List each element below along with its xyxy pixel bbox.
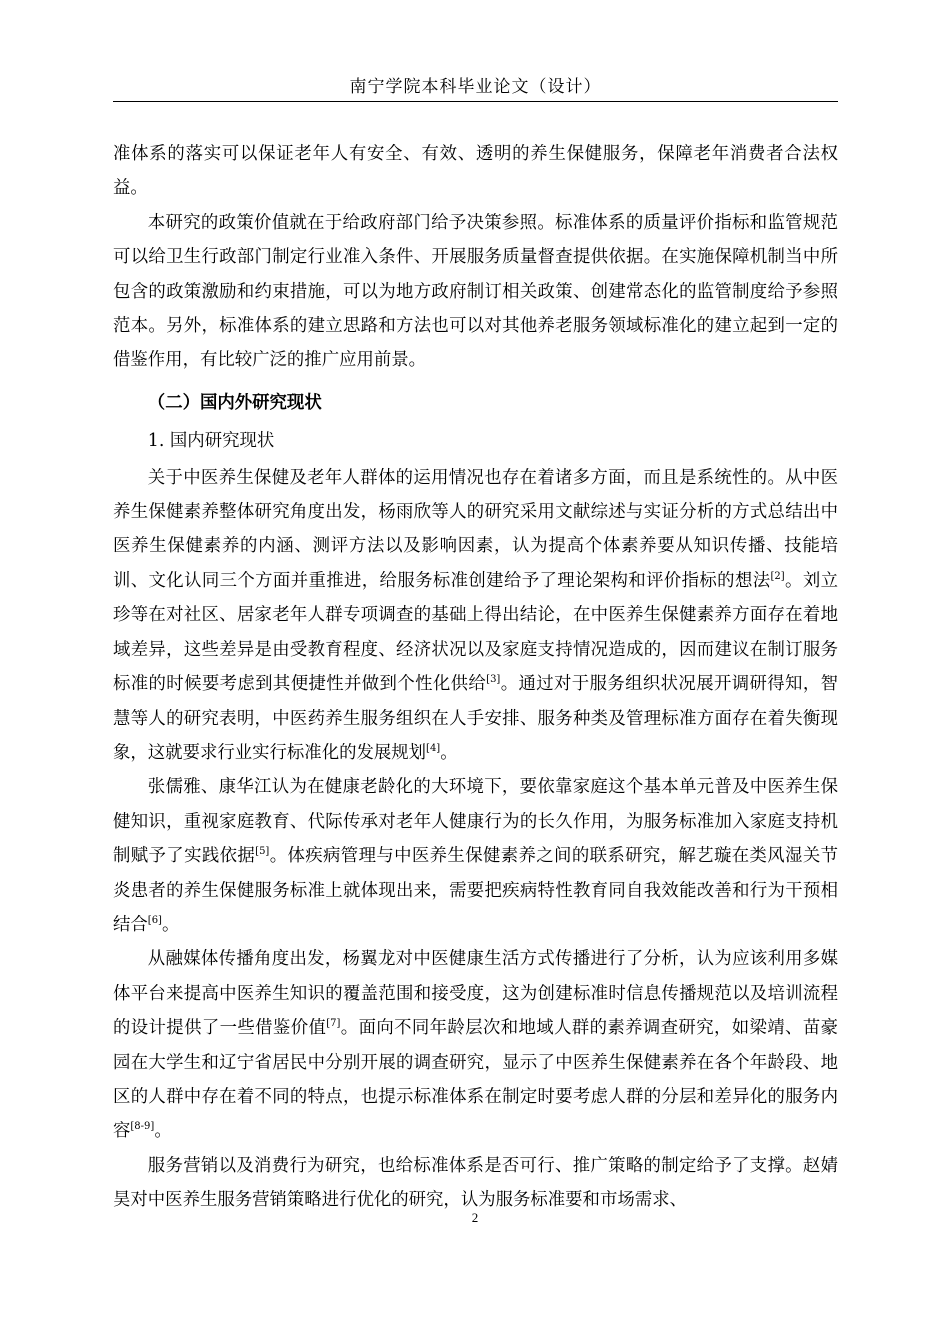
- text-run: 。通过对于服务组织状况展开调研得知，智慧等人的研究表明，中医药养生服务组织在人手安排、服务种类及管理标准方面存在着失衡现象，这就要求行业实行标准化的发展规划: [113, 674, 838, 763]
- paragraph: [113, 461, 838, 771]
- running-header: 南宁学院本科毕业论文（设计）: [349, 77, 602, 97]
- text-run: 。: [440, 742, 458, 763]
- text-run: 。: [161, 914, 180, 935]
- citation-ref: [2]: [770, 571, 785, 583]
- paragraph: 服务营销以及消费行为研究，也给标准体系是否可行、推广策略的制定给予了支撑。赵婧昊对中医养生服务营销策略进行优化的研究，认为服务标准要和市场需求、: [113, 1155, 838, 1211]
- text-run: 。: [154, 1121, 172, 1142]
- text-run: 关于中医养生保健及老年人群体的运用情况也存在着诸多方面，而且是系统性的。从中医养生保健素养整体研究角度出发，杨雨欣等人的研究采用文献综述与实证分析的方式总结出中医养生保健素养的内涵、测评方法以及影响因素，认为提高个体素养要从知识传播、技能培训、文化认同三个方面并重推进，给服务标准创建给予了理论架构和评价指标的想法: [113, 467, 838, 591]
- paragraph: [113, 770, 838, 942]
- citation-ref: [8-9]: [130, 1121, 155, 1133]
- text-run: 。体疾病管理与中医养生保健素养之间的联系研究，解艺璇在类风湿关节炎患者的养生保健服务标准上就体现出来，需要把疾病特性教育同自我效能改善和行为干预相结合: [113, 846, 838, 935]
- paragraph: [113, 942, 838, 1148]
- paragraph: 准体系的落实可以保证老年人有安全、有效、透明的养生保健服务，保障老年消费者合法权益。: [113, 144, 838, 199]
- text-run: 从融媒体传播角度出发，杨翼龙对中医健康生活方式传播进行了分析，认为应该利用多媒体平台来提高中医养生知识的覆盖范围和接受度，这为创建标准时信息传播规范以及培训流程的设计提供了一些借鉴价值: [113, 949, 838, 1039]
- subsection-heading: 1. 国内研究现状: [147, 431, 275, 452]
- citation-ref: [7]: [326, 1018, 341, 1030]
- citation-ref: [5]: [255, 846, 270, 858]
- text-run: 。面向不同年龄层次和地域人群的素养调查研究，如梁靖、苗豪园在大学生和辽宁省居民中分别开展的调查研究，显示了中医养生保健素养在各个年龄段、地区的人群中存在着不同的特点，也提示标准体系在制定时要考虑人群的分层和差异化的服务内容: [113, 1018, 838, 1142]
- body-text: [113, 137, 838, 1218]
- page-number: 2: [471, 1210, 479, 1225]
- header-rule: [113, 101, 838, 102]
- citation-ref: [3]: [486, 674, 501, 686]
- section-heading: （二）国内外研究现状: [147, 392, 322, 413]
- text-run: 。刘立珍等在对社区、居家老年人群专项调查的基础上得出结论，在中医养生保健素养方面存在着地域差异，这些差异是由受教育程度、经济状况以及家庭支持情况造成的，因而建议在制订服务标准的时候要考虑到其便捷性并做到个性化供给: [113, 570, 838, 695]
- text-run: 张儒雅、康华江认为在健康老龄化的大环境下，要依靠家庭这个基本单元普及中医养生保健知识，重视家庭教育、代际传承对老年人健康行为的长久作用，为服务标准加入家庭支持机制赋予了实践依据: [113, 777, 838, 867]
- paragraph: 本研究的政策价值就在于给政府部门给予决策参照。标准体系的质量评价指标和监管规范可以给卫生行政部门制定行业准入条件、开展服务质量督查提供依据。在实施保障机制当中所包含的政策激励和约束措施，可以为地方政府制订相关政策、创建常态化的监管制度给予参照范本。另外，标准体系的建立思路和方法也可以对其他养老服务领域标准化的建立起到一定的借鉴作用，有比较广泛的推广应用前景。: [113, 212, 838, 371]
- citation-ref: [6]: [147, 915, 162, 927]
- citation-ref: [4]: [426, 743, 441, 755]
